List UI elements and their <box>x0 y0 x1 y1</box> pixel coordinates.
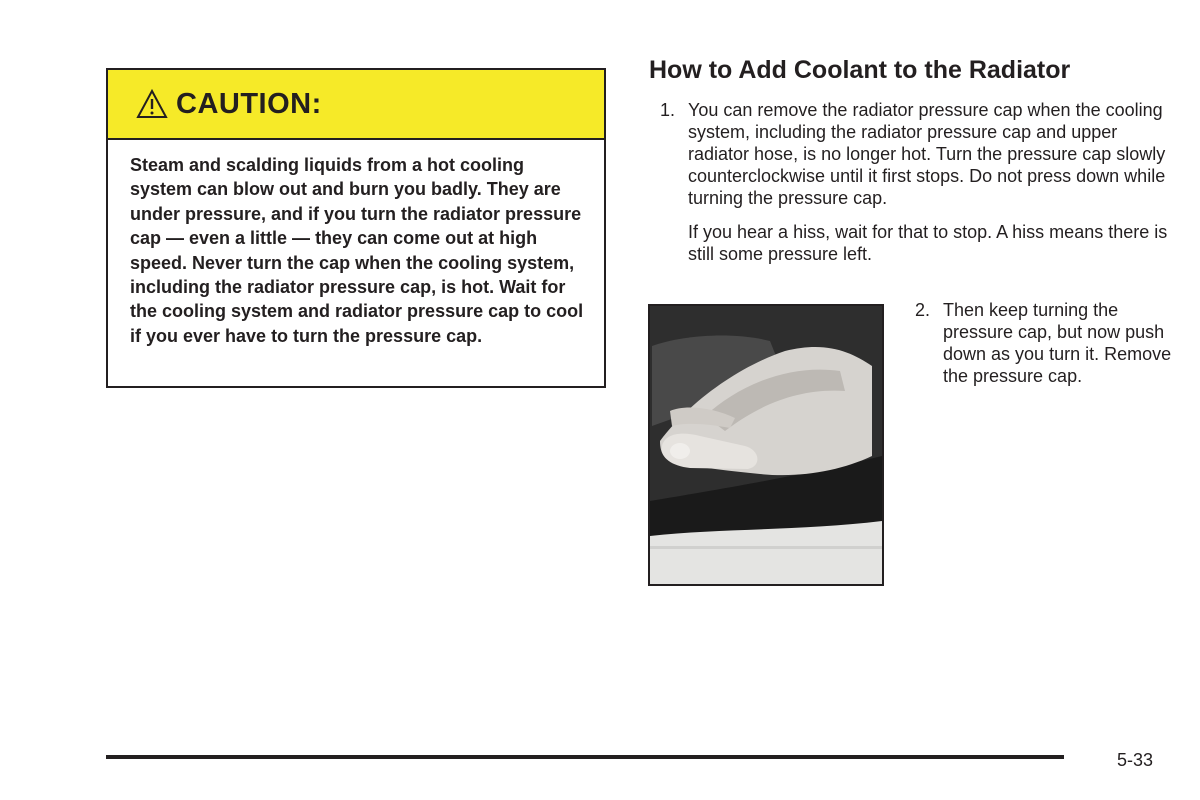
caution-title: CAUTION: <box>176 87 322 120</box>
step-note: If you hear a hiss, wait for that to stop. A hiss means there is still some pressure left. <box>688 222 1168 264</box>
section-title: How to Add Coolant to the Radiator <box>649 56 1071 84</box>
caution-header <box>108 70 604 140</box>
caution-box <box>106 68 606 388</box>
step-text: You can remove the radiator pressure cap when the cooling system, including the radiator pressure cap and upper radiator hose, is no longer hot. Turn the pressure cap slowly counterclockwise until it first stops. Do not press down while turning the pressure cap. <box>688 100 1166 208</box>
step-number: 1. <box>660 100 676 120</box>
step-number: 2. <box>915 300 931 320</box>
radiator-cap-photo <box>648 304 884 586</box>
warning-triangle-icon <box>136 89 168 119</box>
step-1 <box>660 99 1180 265</box>
page-number: 5-33 <box>1117 750 1154 770</box>
step-text: Then keep turning the pressure cap, but now push down as you turn it. Remove the pressure cap. <box>943 300 1172 386</box>
step-2 <box>915 299 1175 387</box>
caution-text: Steam and scalding liquids from a hot cooling system can blow out and burn you badly. They are under pressure, and if you turn the radiator pressure cap — even a little — they can come out at high speed. Never turn the cap when the cooling system, including the radiator pressure cap, is hot. Wait for the cooling system and radiator pressure cap to cool if you ever have to turn the pressure cap. <box>130 155 584 346</box>
hand-on-cap-illustration <box>650 306 882 584</box>
footer-rule <box>106 755 1064 759</box>
